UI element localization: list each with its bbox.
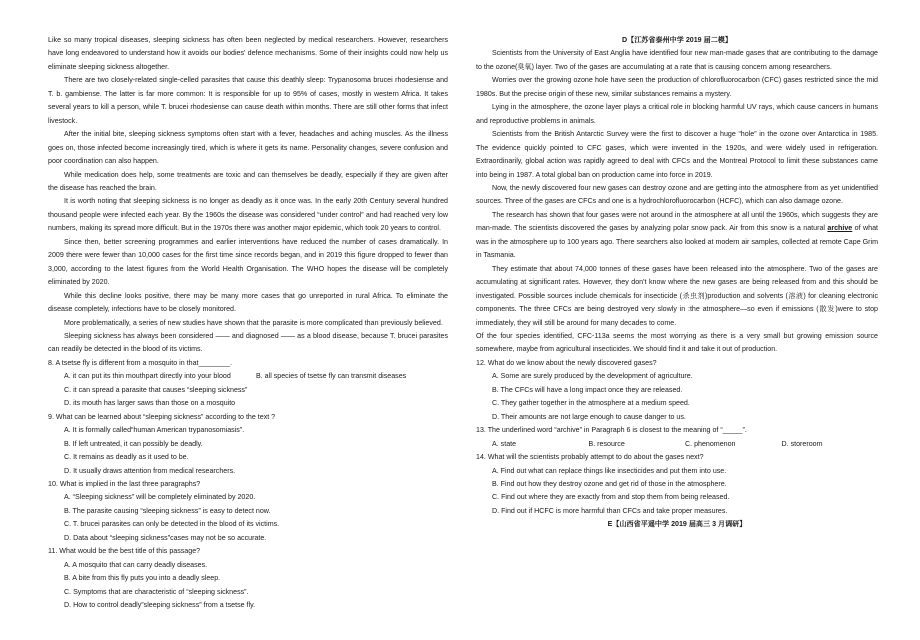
passage-paragraph: Scientists from the British Antarctic Survey were the first to discover a huge “hole” in the ozone over Antarctica in 1985. The evidence quickly pointed to CFC gases, which were invented in the 1920s, and were widely used in refrigeration. Extraordinarily, global action was rapidly agreed to deal with CFCs and the Montreal Protocol to limit these substances came into being in 1987. A total global ban on production came into force in 2019. — [476, 130, 878, 179]
passage-paragraph — [476, 209, 878, 263]
question-10 — [48, 478, 448, 545]
question-stem: 10. What is implied in the last three paragraphs? — [48, 479, 201, 488]
question-14 — [476, 451, 878, 518]
passage-paragraph: After the initial bite, sleeping sickness symptoms often start with a fever, headaches and aching muscles. As the illness goes on, those infected become increasingly tired, which is where it gets its name. Personality changes, severe confusion and poor coordination can also happen. — [48, 130, 448, 166]
answer-blank: _____ — [722, 426, 743, 435]
option-b: B. The parasite causing “sleeping sickness” is easy to detect now. — [64, 506, 271, 515]
passage-paragraph: Of the four species identified, CFC-113a seems the most worrying as there is a very small but growing emission source somewhere, maybe from agricultural insecticides. We should find it and take it out of production. — [476, 331, 878, 354]
passage-paragraph: It is worth noting that sleeping sickness is no longer as deadly as it once was. In the early 20th Century several hundred thousand people were infected each year. By the 1960s the disease was considered “under control” and had reached very low numbers, making its spread more difficult. But in the 1970s there was another major epidemic, which took 20 years to control. — [48, 197, 448, 233]
option-d: D. storeroom — [781, 439, 823, 448]
question-13 — [476, 424, 878, 451]
passage-paragraph: Sleeping sickness has always been considered —— and diagnosed —— as a blood disease, because T. brucei parasites can readily be detected in the blood of its victims. — [48, 331, 448, 354]
option-b: B. Find out how they destroy ozone and get rid of those in the atmosphere. — [492, 479, 727, 488]
passage-paragraph: Lying in the atmosphere, the ozone layer plays a critical role in blocking harmful UV rays, which cause cancers in humans and reproductive problems in animals. — [476, 103, 878, 125]
section-header-e: E【山西省平遥中学 2019 届高三 3 月调研】 — [607, 520, 747, 529]
passage-paragraph: While medication does help, some treatments are toxic and can themselves be deadly, especially if they are given after the disease has reached the brain. — [48, 170, 448, 192]
section-header-d: D【江苏省泰州中学 2019 届二模】 — [622, 36, 732, 44]
question-11 — [48, 545, 448, 612]
paragraph-text: of what was in the atmosphere up to 100 years ago. There searchers also looked at modern air samples, collected at remote Cape Grim in Tasmania. — [476, 224, 879, 260]
option-a: A. it can put its thin mouthpart directly into your blood — [64, 372, 231, 381]
question-stem — [476, 424, 878, 437]
option-d: D. How to control deadly”sleeping sickness” from a tsetse fly. — [64, 601, 256, 610]
question-stem: 11. What would be the best title of this passage? — [48, 547, 201, 556]
option-d: D. its mouth has larger saws than those on a mosquito — [64, 399, 236, 408]
question-8 — [48, 357, 448, 411]
passage-d — [476, 47, 878, 356]
passage-paragraph: Like so many tropical diseases, sleeping sickness has often been neglected by medical researchers. However, researchers have long endeavored to understand how it avoids our bodies' defence mechanisms. Some of their insights could now help us eliminate sleeping sickness altogether. — [48, 36, 448, 71]
option-b: B. resource — [588, 439, 625, 448]
passage-paragraph: Worries over the growing ozone hole have seen the production of chlorofluorocarbon (CFC) gases restricted since the mid 1980s. But the precise origin of these new, similar substances remains a mystery. — [476, 76, 878, 98]
option-c: C. phenomenon — [685, 439, 736, 448]
left-column — [48, 34, 448, 612]
option-a: A. It is formally called“human American trypanosomiasis”. — [64, 426, 245, 435]
option-a: A. Find out what can replace things like insecticides and put them into use. — [492, 466, 727, 475]
question-stem — [48, 357, 448, 370]
passage-paragraph: There are two closely-related single-celled parasites that cause this deathly sleep: Trypanosoma brucei rhodesiense and T. b. gambiense. The latter is far more common: It is responsible for up to 95% of cases, mostly in western Africa. It takes several years to kill a person, while T. brucei rhodesiense can cause death within months. There are still other forms that infect livestock. — [48, 76, 448, 125]
question-stem: 9. What can be learned about “sleeping sickness” according to the text ? — [48, 412, 276, 421]
right-column — [476, 34, 878, 532]
option-a: A. “Sleeping sickness” will be completely eliminated by 2020. — [64, 493, 256, 502]
passage-paragraph: More problematically, a series of new studies have shown that the parasite is more complicated than previously believed. — [64, 318, 443, 327]
question-stem-end: ”. — [742, 426, 747, 435]
option-b: B. The CFCs will have a long impact once they are released. — [492, 385, 683, 394]
option-b: B. all species of tsetse fly can transmit diseases — [256, 372, 407, 381]
question-12 — [476, 357, 878, 424]
option-row — [64, 370, 448, 383]
option-a: A. A mosquito that can carry deadly diseases. — [64, 560, 208, 569]
option-c: C. They gather together in the atmosphere at a medium speed. — [492, 399, 690, 408]
question-stem-text: 8. A tsetse fly is different from a mosquito in that — [48, 358, 199, 367]
question-stem: 12. What do we know about the newly discovered gases? — [476, 358, 657, 367]
answer-blank: ________ — [198, 358, 231, 367]
option-d: D. Data about “sleeping sickness”cases may not be so accurate. — [64, 533, 267, 542]
option-a: A. Some are surely produced by the development of agriculture. — [492, 372, 693, 381]
option-d: D. It usually draws attention from medical researchers. — [64, 466, 236, 475]
option-b: B. If left untreated, it can possibly be deadly. — [64, 439, 203, 448]
underlined-word-archive: archive — [827, 224, 853, 233]
option-c: C. It remains as deadly as it used to be. — [64, 453, 189, 462]
passage-paragraph: Since then, better screening programmes and earlier interventions have reduced the number of cases dramatically. In 2009 there were fewer than 10,000 cases for the first time since records began, and in 2019 this figure dropped to fewer than 3,000, according to the latest figures from the World Health Organisation. The WHO hopes the disease will be completely eliminated by 2020. — [48, 237, 448, 287]
option-c: C. it can spread a parasite that causes “sleeping sickness” — [64, 385, 248, 394]
question-stem-text: 13. The underlined word “archive” in Paragraph 6 is closest to the meaning of “ — [476, 426, 723, 435]
question-stem-end: . — [230, 358, 233, 367]
option-row — [492, 438, 878, 451]
option-c: C. Symptoms that are characteristic of “sleeping sickness”. — [64, 587, 249, 596]
question-9 — [48, 411, 448, 478]
option-a: A. state — [492, 439, 517, 448]
option-b: B. A bite from this fly puts you into a deadly sleep. — [64, 574, 221, 583]
option-c: C. T. brucei parasites can only be detected in the blood of its victims. — [64, 520, 280, 529]
question-stem: 14. What will the scientists probably attempt to do about the gases next? — [476, 453, 704, 462]
passage-paragraph: While this decline looks positive, there may be many more cases that go unreported in rural Africa. To eliminate the disease completely, infections have to be closely monitored. — [48, 291, 448, 314]
option-d: D. Their amounts are not large enough to cause danger to us. — [492, 412, 686, 421]
passage-paragraph: Scientists from the University of East Anglia have identified four new man-made gases that are contributing to the damage to the ozone(臭氧) layer. Two of the gases are accumulating at a rate that is causing concern among researchers. — [476, 49, 878, 71]
passage-paragraph: They estimate that about 74,000 tonnes of these gases have been released into the atmosphere. Two of the gases are accumulating at significant rates. However, they don't know where the new gases are being released from and this should be investigated. Possible sources include chemicals for insecticide (杀虫剂)production and solvents (溶液) for cleaning electronic components. The three CFCs are being destroyed very slowly in :the atmosphere—so even if emissions (散发)were to stop immediately, they will still be around for many decades to come. — [476, 264, 878, 327]
passage-paragraph: Now, the newly discovered four new gases can destroy ozone and are getting into the atmosphere from as yet unidentified sources. Three of the gases are CFCs and one is a hydrochlorofluorocarbon (HCFC), which can also damage ozone. — [476, 183, 878, 206]
passage-c — [48, 34, 448, 357]
option-d: D. Find out if HCFC is more harmful than CFCs and take proper measures. — [492, 506, 728, 515]
option-c: C. Find out where they are exactly from and stop them from being released. — [492, 493, 730, 502]
paragraph-text: The research has shown that four gases were not around in the atmosphere at all until the 1960s, which suggests they are man-made. The scientists discovered the gases by analyzing polar snow pack. Air from this snow is a natural — [476, 210, 878, 233]
